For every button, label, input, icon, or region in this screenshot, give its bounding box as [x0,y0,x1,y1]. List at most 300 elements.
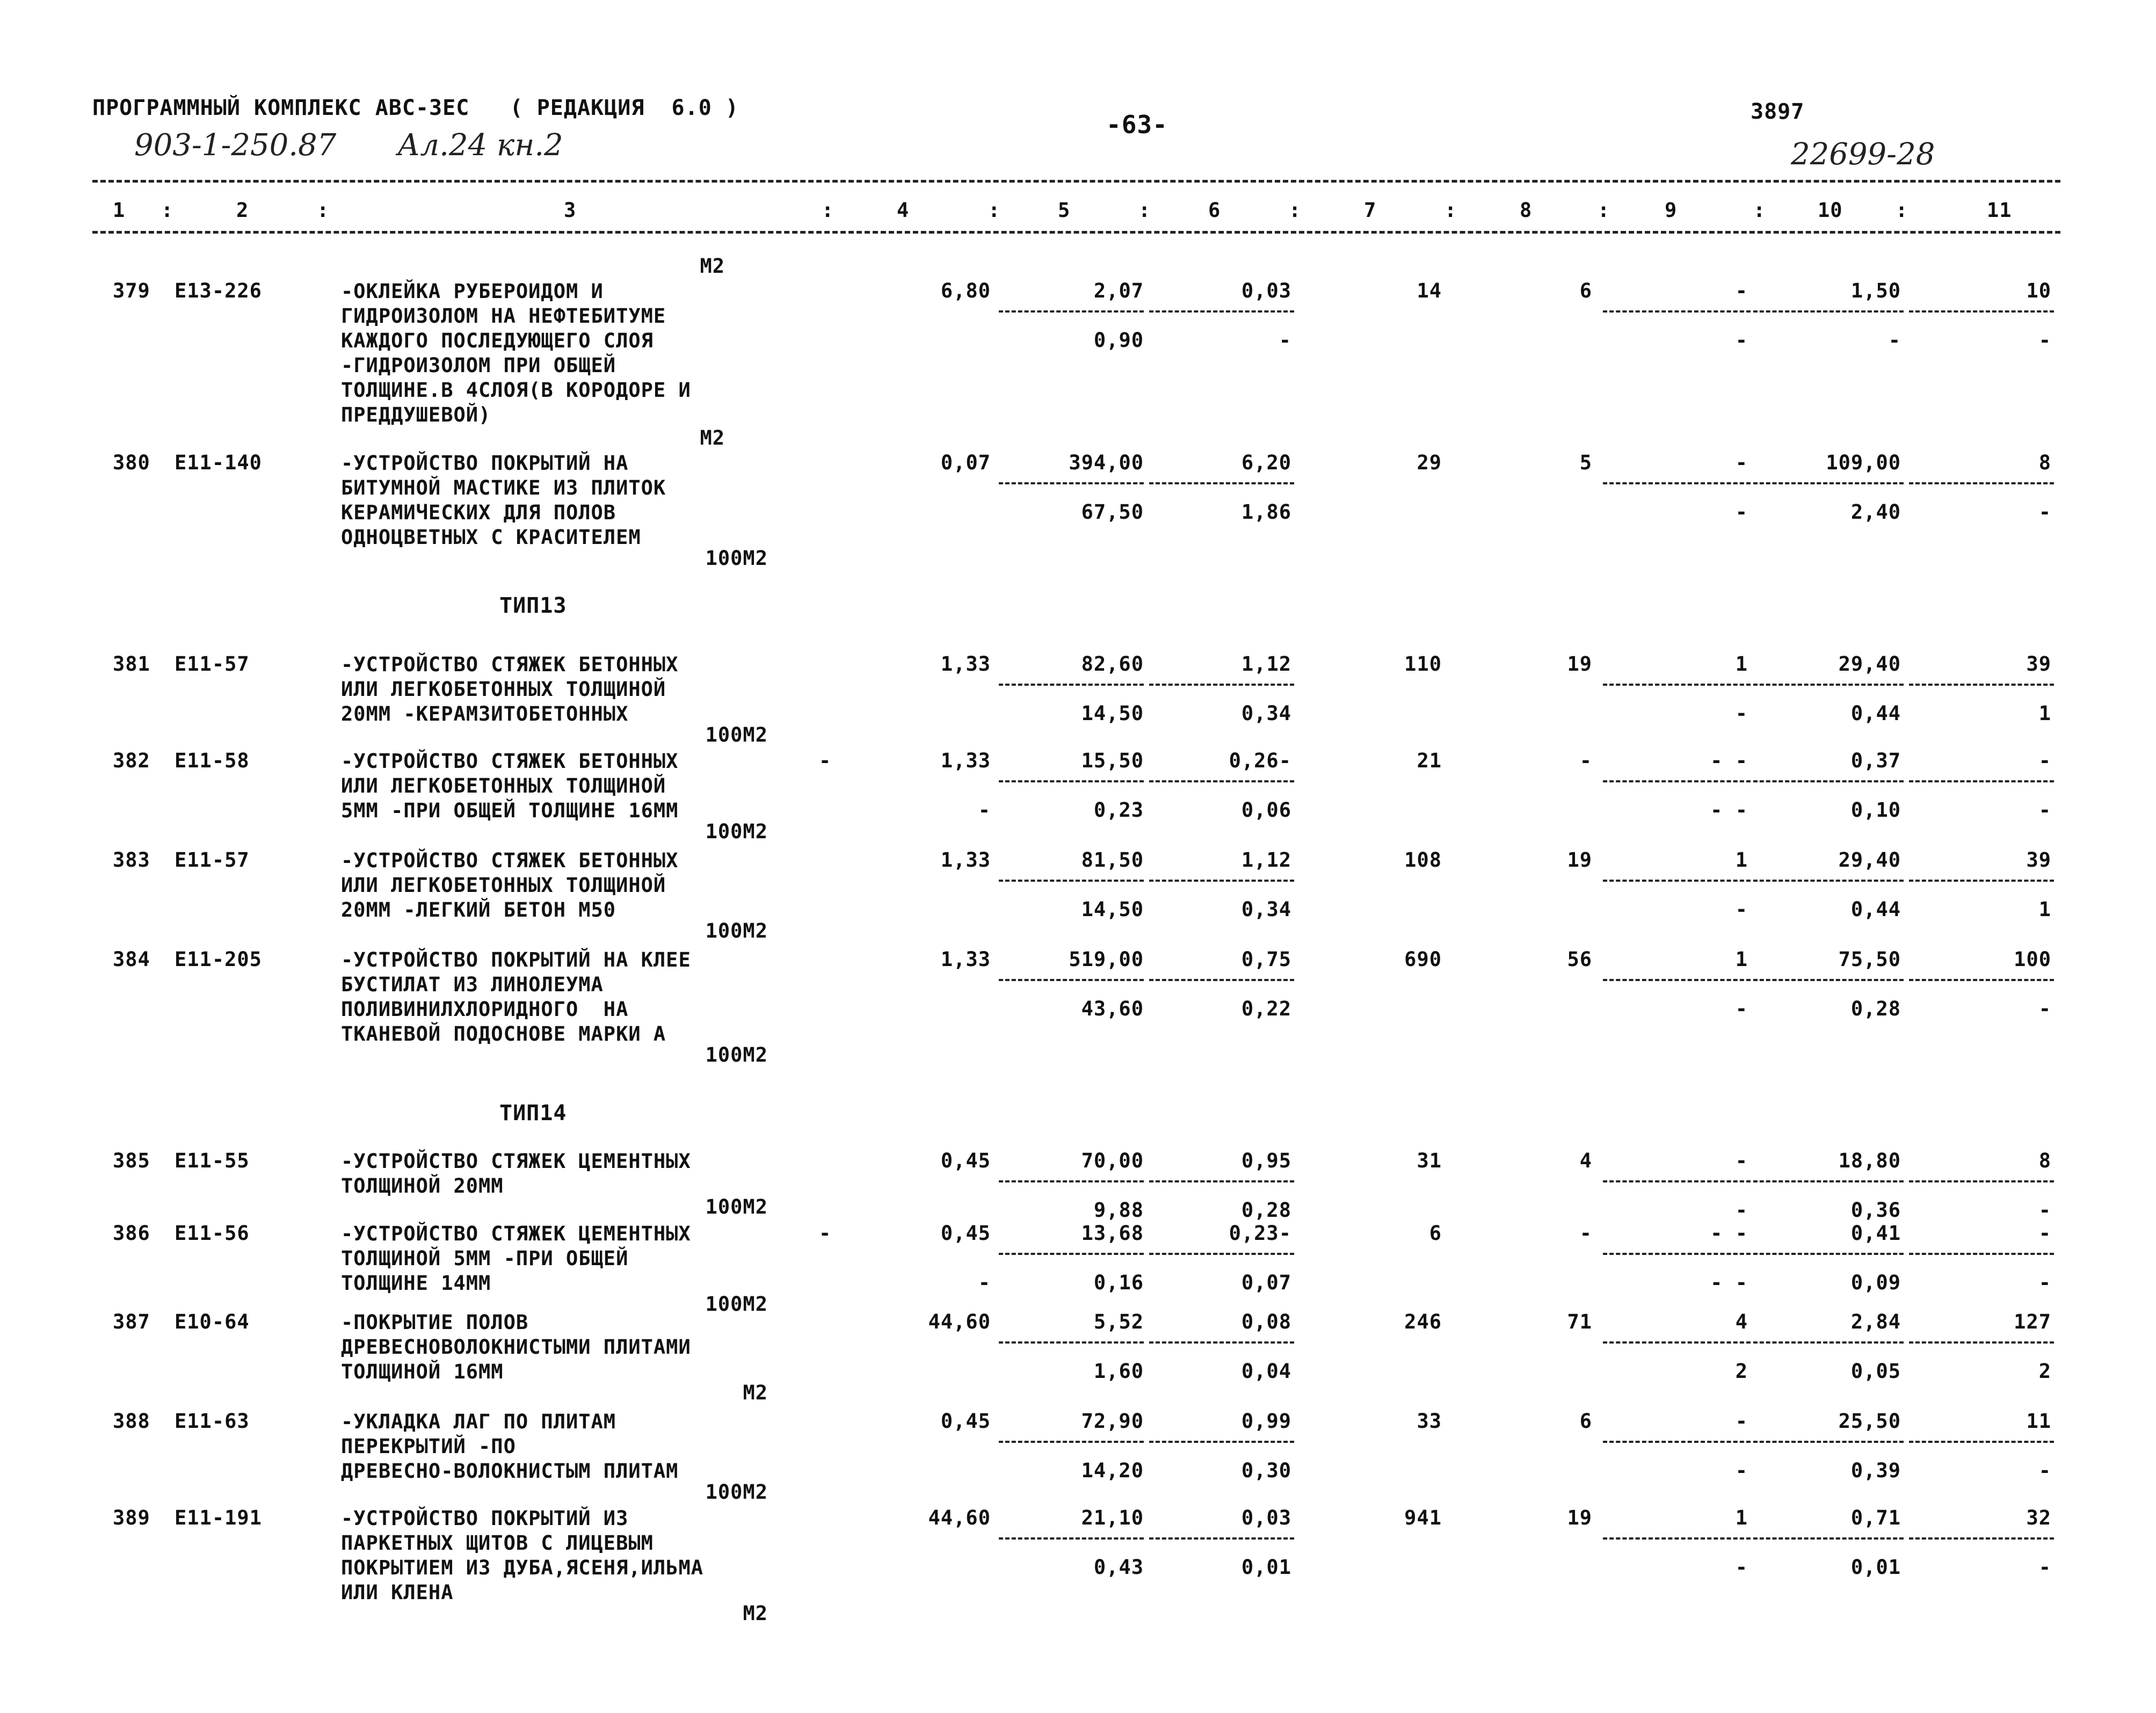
row-number: 389 [113,1506,150,1529]
cell-c10b: 0,09 [1850,1271,1901,1294]
cell-c9: - [1735,1410,1748,1433]
cell-c10b: 0,44 [1850,898,1901,921]
row-code: Е11-191 [175,1506,262,1529]
cell-c9: - - [1710,1222,1748,1245]
cell-c4: 1,33 [940,948,991,971]
column-header-11: : [1289,199,1302,222]
value-divider-c10 [1753,684,1904,686]
value-divider-c6 [1149,310,1294,313]
column-header-15: : [1598,199,1610,222]
value-divider-c5 [999,1180,1144,1182]
cell-c9b: 2 [1735,1360,1748,1383]
cell-c7: 246 [1404,1310,1442,1333]
value-divider-c6 [1149,1341,1294,1344]
cell-c9b: - [1735,1556,1748,1579]
cell-c7: 941 [1404,1506,1442,1529]
cell-c10b: 0,28 [1850,997,1901,1020]
cell-c4: 0,45 [940,1222,991,1245]
value-divider-c10 [1753,310,1904,313]
row-unit: 100М2 [705,1043,768,1066]
value-divider-c11 [1909,1537,2054,1540]
value-divider-c9 [1603,684,1751,686]
row-mark: - [819,1222,832,1245]
row-code: Е11-55 [175,1149,250,1172]
value-divider-c9 [1603,482,1751,484]
row-number: 380 [113,451,150,474]
value-divider-c9 [1603,1180,1751,1182]
column-header-5: : [822,199,834,222]
value-divider-c10 [1753,1253,1904,1255]
cell-c8: 19 [1567,1506,1592,1529]
value-divider-c11 [1909,880,2054,882]
row-code: Е11-57 [175,848,250,872]
row-code: Е10-64 [175,1310,250,1333]
project-code: 22699-28 [1791,137,1935,172]
row-number: 385 [113,1149,150,1172]
value-divider-c10 [1753,880,1904,882]
row-number: 381 [113,652,150,676]
row-unit: 100М2 [705,1480,768,1504]
cell-c8: 6 [1579,279,1592,302]
cell-c11: 39 [2026,848,2051,872]
column-header-13: : [1444,199,1457,222]
cell-c10b: 0,01 [1850,1556,1901,1579]
cell-c6b: 0,01 [1241,1556,1291,1579]
cell-c10: 109,00 [1826,451,1901,474]
cell-c6b: 0,30 [1241,1459,1291,1482]
cell-c6: 6,20 [1241,451,1291,474]
row-unit: 100М2 [705,1293,768,1316]
cell-c10: 2,84 [1850,1310,1901,1333]
row-description-line: БИТУМНОЙ МАСТИКЕ ИЗ ПЛИТОК [341,476,666,499]
row-description-line: 20ММ -КЕРАМЗИТОБЕТОННЫХ [341,702,629,725]
cell-c11b: - [2038,799,2051,822]
row-description-line: ИЛИ ЛЕГКОБЕТОННЫХ ТОЛЩИНОЙ [341,678,666,701]
cell-c11b: 2 [2038,1360,2051,1383]
cell-c10: 0,37 [1850,749,1901,772]
value-divider-c5 [999,979,1144,981]
cell-c10b: 0,44 [1850,702,1901,725]
cell-c10: 1,50 [1850,279,1901,302]
cell-c6: 0,95 [1241,1149,1291,1172]
row-description-line: -УСТРОЙСТВО ПОКРЫТИЙ НА [341,452,629,475]
cell-c6: 1,12 [1241,848,1291,872]
row-unit: 100М2 [705,1195,768,1218]
cell-c5b: 14,50 [1081,898,1144,921]
cell-c9b: - [1735,1459,1748,1482]
row-description-line: ИЛИ ЛЕГКОБЕТОННЫХ ТОЛЩИНОЙ [341,874,666,897]
value-divider-c6 [1149,780,1294,782]
cell-c5: 2,07 [1093,279,1144,302]
row-description-line: ПОКРЫТИЕМ ИЗ ДУБА,ЯСЕНЯ,ИЛЬМА [341,1556,704,1579]
value-divider-c11 [1909,1180,2054,1182]
row-unit: 100М2 [705,723,768,746]
row-number: 388 [113,1410,150,1433]
cell-c9: 4 [1735,1310,1748,1333]
value-divider-c5 [999,1341,1144,1344]
cell-c6b: - [1279,329,1291,352]
cell-c10: 0,71 [1850,1506,1901,1529]
row-description-line: БУСТИЛАТ ИЗ ЛИНОЛЕУМА [341,973,604,996]
cell-c6b: 0,28 [1241,1199,1291,1222]
cell-c8: 56 [1567,948,1592,971]
value-divider-c9 [1603,979,1751,981]
row-description-line: ИЛИ КЛЕНА [341,1581,454,1604]
cell-c11: 127 [2014,1310,2051,1333]
cell-c6: 0,03 [1241,1506,1291,1529]
value-divider-c5 [999,1253,1144,1255]
row-number: 379 [113,279,150,302]
value-divider-c11 [1909,1441,2054,1443]
cell-c7: 110 [1404,652,1442,676]
cell-c6b: 0,34 [1241,702,1291,725]
cell-c11b: - [2038,1199,2051,1222]
cell-c6b: 0,04 [1241,1360,1291,1383]
cell-c9: 1 [1735,948,1748,971]
row-description-line: ГИДРОИЗОЛОМ НА НЕФТЕБИТУМЕ [341,304,666,328]
value-divider-c6 [1149,1253,1294,1255]
header-rule-bottom [92,231,2060,234]
cell-c9b: - [1735,500,1748,524]
cell-c6b: 0,22 [1241,997,1291,1020]
cell-c5: 15,50 [1081,749,1144,772]
header-rule-top [92,180,2060,183]
row-mark: - [819,749,832,772]
row-pre-unit: М2 [700,426,725,449]
cell-c8: 4 [1579,1149,1592,1172]
cell-c11b: - [2038,997,2051,1020]
column-header-19: : [1896,199,1908,222]
cell-c5b: 9,88 [1093,1199,1144,1222]
row-code: Е11-58 [175,749,250,772]
cell-c6: 0,08 [1241,1310,1291,1333]
cell-c6b: 1,86 [1241,500,1291,524]
cell-c11b: - [2038,329,2051,352]
value-divider-c11 [1909,684,2054,686]
row-description-line: -УСТРОЙСТВО ПОКРЫТИЙ ИЗ [341,1507,629,1530]
cell-c5b: 14,50 [1081,702,1144,725]
cell-c4b: - [978,799,991,822]
row-number: 383 [113,848,150,872]
album-reference: Ал.24 кн.2 [397,128,563,163]
row-description-line: -ОКЛЕЙКА РУБЕРОИДОМ И [341,280,604,303]
cell-c5: 82,60 [1081,652,1144,676]
cell-c8: 19 [1567,652,1592,676]
cell-c9b: - [1735,702,1748,725]
cell-c4: 44,60 [928,1506,991,1529]
cell-c10: 75,50 [1838,948,1901,971]
column-header-3: : [317,199,330,222]
cell-c10: 18,80 [1838,1149,1901,1172]
row-description-line: -ГИДРОИЗОЛОМ ПРИ ОБЩЕЙ [341,354,616,377]
cell-c5b: 43,60 [1081,997,1144,1020]
row-unit: М2 [743,1381,768,1404]
cell-c9: 1 [1735,1506,1748,1529]
column-header-14: 8 [1520,199,1533,222]
row-unit: М2 [743,1602,768,1625]
value-divider-c6 [1149,1537,1294,1540]
cell-c10: 25,50 [1838,1410,1901,1433]
cell-c8: 71 [1567,1310,1592,1333]
value-divider-c5 [999,780,1144,782]
cell-c5b: 1,60 [1093,1360,1144,1383]
value-divider-c10 [1753,482,1904,484]
row-description-line: ПРЕДДУШЕВОЙ) [341,403,491,426]
value-divider-c9 [1603,1253,1751,1255]
row-description-line: ТОЛЩИНОЙ 16ММ [341,1360,504,1383]
group-heading: ТИП13 [499,593,567,618]
cell-c6: 1,12 [1241,652,1291,676]
cell-c5: 81,50 [1081,848,1144,872]
row-code: Е11-56 [175,1222,250,1245]
row-description-line: -УСТРОЙСТВО СТЯЖЕК БЕТОННЫХ [341,653,679,676]
cell-c9b: - [1735,997,1748,1020]
row-number: 386 [113,1222,150,1245]
cell-c7: 31 [1417,1149,1442,1172]
row-description-line: ПЕРЕКРЫТИЙ -ПО [341,1435,516,1458]
cell-c9b: - - [1710,1271,1748,1294]
value-divider-c11 [1909,780,2054,782]
column-header-20: 11 [1987,199,2012,222]
value-divider-c5 [999,684,1144,686]
row-description-line: ТКАНЕВОЙ ПОДОСНОВЕ МАРКИ А [341,1022,666,1046]
cell-c11: 100 [2014,948,2051,971]
value-divider-c6 [1149,684,1294,686]
cell-c9: - [1735,1149,1748,1172]
value-divider-c9 [1603,1537,1751,1540]
row-code: Е11-140 [175,451,262,474]
row-code: Е11-63 [175,1410,250,1433]
row-number: 387 [113,1310,150,1333]
cell-c9b: - [1735,898,1748,921]
cell-c11: 8 [2038,451,2051,474]
cell-c6: 0,75 [1241,948,1291,971]
column-header-9: : [1138,199,1151,222]
cell-c6: 0,99 [1241,1410,1291,1433]
value-divider-c11 [1909,1253,2054,1255]
row-description-line: 20ММ -ЛЕГКИЙ БЕТОН М50 [341,898,616,921]
value-divider-c6 [1149,482,1294,484]
cell-c10: 0,41 [1850,1222,1901,1245]
row-description-line: ОДНОЦВЕТНЫХ С КРАСИТЕЛЕМ [341,526,641,549]
cell-c4: 6,80 [940,279,991,302]
row-pre-unit: М2 [700,255,725,278]
cell-c11b: - [2038,1459,2051,1482]
cell-c5: 72,90 [1081,1410,1144,1433]
row-description-line: КЕРАМИЧЕСКИХ ДЛЯ ПОЛОВ [341,501,616,524]
row-description-line: КАЖДОГО ПОСЛЕДУЮЩЕГО СЛОЯ [341,329,654,352]
cell-c11: - [2038,1222,2051,1245]
column-header-12: 7 [1364,199,1377,222]
row-number: 382 [113,749,150,772]
cell-c8: - [1579,749,1592,772]
value-divider-c5 [999,880,1144,882]
cell-c10: 29,40 [1838,652,1901,676]
value-divider-c10 [1753,1180,1904,1182]
cell-c9b: - - [1710,799,1748,822]
cell-c7: 108 [1404,848,1442,872]
cell-c4: 0,45 [940,1410,991,1433]
cell-c11: 10 [2026,279,2051,302]
cell-c11b: 1 [2038,702,2051,725]
cell-c11: 11 [2026,1410,2051,1433]
row-description-line: -УСТРОЙСТВО СТЯЖЕК ЦЕМЕНТНЫХ [341,1150,691,1173]
cell-c6b: 0,34 [1241,898,1291,921]
row-description-line: ДРЕВЕСНОВОЛОКНИСТЫМИ ПЛИТАМИ [341,1335,691,1359]
cell-c5b: 67,50 [1081,500,1144,524]
column-header-7: : [988,199,1001,222]
cell-c4: 0,07 [940,451,991,474]
cell-c10b: 0,05 [1850,1360,1901,1383]
row-number: 384 [113,948,150,971]
value-divider-c6 [1149,1441,1294,1443]
cell-c10b: 0,39 [1850,1459,1901,1482]
cell-c6: 0,26- [1229,749,1291,772]
cell-c5: 21,10 [1081,1506,1144,1529]
row-description-line: -ПОКРЫТИЕ ПОЛОВ [341,1311,529,1334]
value-divider-c9 [1603,1441,1751,1443]
row-description-line: ПОЛИВИНИЛХЛОРИДНОГО НА [341,998,629,1021]
column-header-18: 10 [1818,199,1843,222]
cell-c5: 519,00 [1069,948,1144,971]
row-description-line: -УСТРОЙСТВО СТЯЖЕК БЕТОННЫХ [341,849,679,872]
cell-c6: 0,23- [1229,1222,1291,1245]
column-header-0: 1 [113,199,126,222]
cell-c5b: 0,23 [1093,799,1144,822]
cell-c8: 6 [1579,1410,1592,1433]
value-divider-c5 [999,310,1144,313]
column-header-16: 9 [1665,199,1678,222]
value-divider-c9 [1603,780,1751,782]
cell-c9b: - [1735,1199,1748,1222]
cell-c7: 14 [1417,279,1442,302]
value-divider-c11 [1909,979,2054,981]
cell-c4: 0,45 [940,1149,991,1172]
row-unit: 100М2 [705,820,768,843]
cell-c5b: 14,20 [1081,1459,1144,1482]
column-header-6: 4 [897,199,910,222]
cell-c7: 690 [1404,948,1442,971]
row-description-line: -УСТРОЙСТВО СТЯЖЕК БЕТОННЫХ [341,750,679,773]
cell-c9: - [1735,279,1748,302]
value-divider-c5 [999,1537,1144,1540]
cell-c5b: 0,90 [1093,329,1144,352]
cell-c7: 29 [1417,451,1442,474]
cell-c8: 5 [1579,451,1592,474]
cell-c7: 6 [1429,1222,1442,1245]
row-description-line: ДРЕВЕСНО-ВОЛОКНИСТЫМ ПЛИТАМ [341,1460,679,1483]
value-divider-c5 [999,482,1144,484]
cell-c5: 70,00 [1081,1149,1144,1172]
cell-c9: 1 [1735,652,1748,676]
value-divider-c5 [999,1441,1144,1443]
row-description-line: ТОЛЩИНОЙ 20ММ [341,1174,504,1197]
column-header-2: 2 [236,199,249,222]
cell-c7: 33 [1417,1410,1442,1433]
cell-c4b: - [978,1271,991,1294]
value-divider-c9 [1603,310,1751,313]
cell-c5: 13,68 [1081,1222,1144,1245]
cell-c11: - [2038,749,2051,772]
column-header-1: : [161,199,174,222]
value-divider-c10 [1753,780,1904,782]
row-code: Е11-57 [175,652,250,676]
value-divider-c10 [1753,1441,1904,1443]
column-header-10: 6 [1208,199,1221,222]
cell-c11: 39 [2026,652,2051,676]
cell-c8: 19 [1567,848,1592,872]
row-description-line: ИЛИ ЛЕГКОБЕТОННЫХ ТОЛЩИНОЙ [341,774,666,797]
value-divider-c10 [1753,1341,1904,1344]
row-code: Е13-226 [175,279,262,302]
document-code: 903-1-250.87 [134,128,337,163]
cell-c11: 8 [2038,1149,2051,1172]
cell-c9: 1 [1735,848,1748,872]
value-divider-c9 [1603,1341,1751,1344]
cell-c10: 29,40 [1838,848,1901,872]
cell-c5: 5,52 [1093,1310,1144,1333]
row-description-line: -УСТРОЙСТВО СТЯЖЕК ЦЕМЕНТНЫХ [341,1222,691,1245]
cell-c9: - - [1710,749,1748,772]
row-description-line: ТОЛЩИНЕ 14ММ [341,1272,491,1295]
cell-c6: 0,03 [1241,279,1291,302]
cell-c4: 1,33 [940,749,991,772]
column-header-17: : [1753,199,1766,222]
cell-c10b: 0,36 [1850,1199,1901,1222]
cell-c6b: 0,06 [1241,799,1291,822]
cell-c5b: 0,43 [1093,1556,1144,1579]
value-divider-c9 [1603,880,1751,882]
row-description-line: ПАРКЕТНЫХ ЩИТОВ С ЛИЦЕВЫМ [341,1531,654,1555]
sheet-number: 3897 [1751,99,1805,124]
value-divider-c6 [1149,880,1294,882]
cell-c6b: 0,07 [1241,1271,1291,1294]
cell-c11b: - [2038,500,2051,524]
program-header: ПРОГРАММНЫЙ КОМПЛЕКС АВС-3ЕС ( РЕДАКЦИЯ 6.0 ) [92,96,739,120]
cell-c9: - [1735,451,1748,474]
cell-c4: 1,33 [940,848,991,872]
cell-c7: 21 [1417,749,1442,772]
value-divider-c6 [1149,1180,1294,1182]
cell-c10b: 0,10 [1850,799,1901,822]
row-description-line: ТОЛЩИНОЙ 5ММ -ПРИ ОБЩЕЙ [341,1247,629,1270]
value-divider-c11 [1909,1341,2054,1344]
value-divider-c6 [1149,979,1294,981]
column-header-4: 3 [564,199,577,222]
cell-c4: 44,60 [928,1310,991,1333]
cell-c4: 1,33 [940,652,991,676]
cell-c10b: 2,40 [1850,500,1901,524]
value-divider-c11 [1909,310,2054,313]
value-divider-c10 [1753,979,1904,981]
cell-c11b: - [2038,1271,2051,1294]
cell-c10b: - [1888,329,1901,352]
cell-c11b: 1 [2038,898,2051,921]
row-description-line: -УКЛАДКА ЛАГ ПО ПЛИТАМ [341,1410,616,1433]
row-unit: 100М2 [705,919,768,942]
group-heading: ТИП14 [499,1101,567,1126]
cell-c9b: - [1735,329,1748,352]
cell-c8: - [1579,1222,1592,1245]
cell-c11: 32 [2026,1506,2051,1529]
row-description-line: 5ММ -ПРИ ОБЩЕЙ ТОЛЩИНЕ 16ММ [341,799,679,822]
cell-c5: 394,00 [1069,451,1144,474]
row-description-line: -УСТРОЙСТВО ПОКРЫТИЙ НА КЛЕЕ [341,948,691,971]
cell-c5b: 0,16 [1093,1271,1144,1294]
row-code: Е11-205 [175,948,262,971]
row-description-line: ТОЛЩИНЕ.В 4СЛОЯ(В КОРОДОРЕ И [341,379,691,402]
cell-c11b: - [2038,1556,2051,1579]
